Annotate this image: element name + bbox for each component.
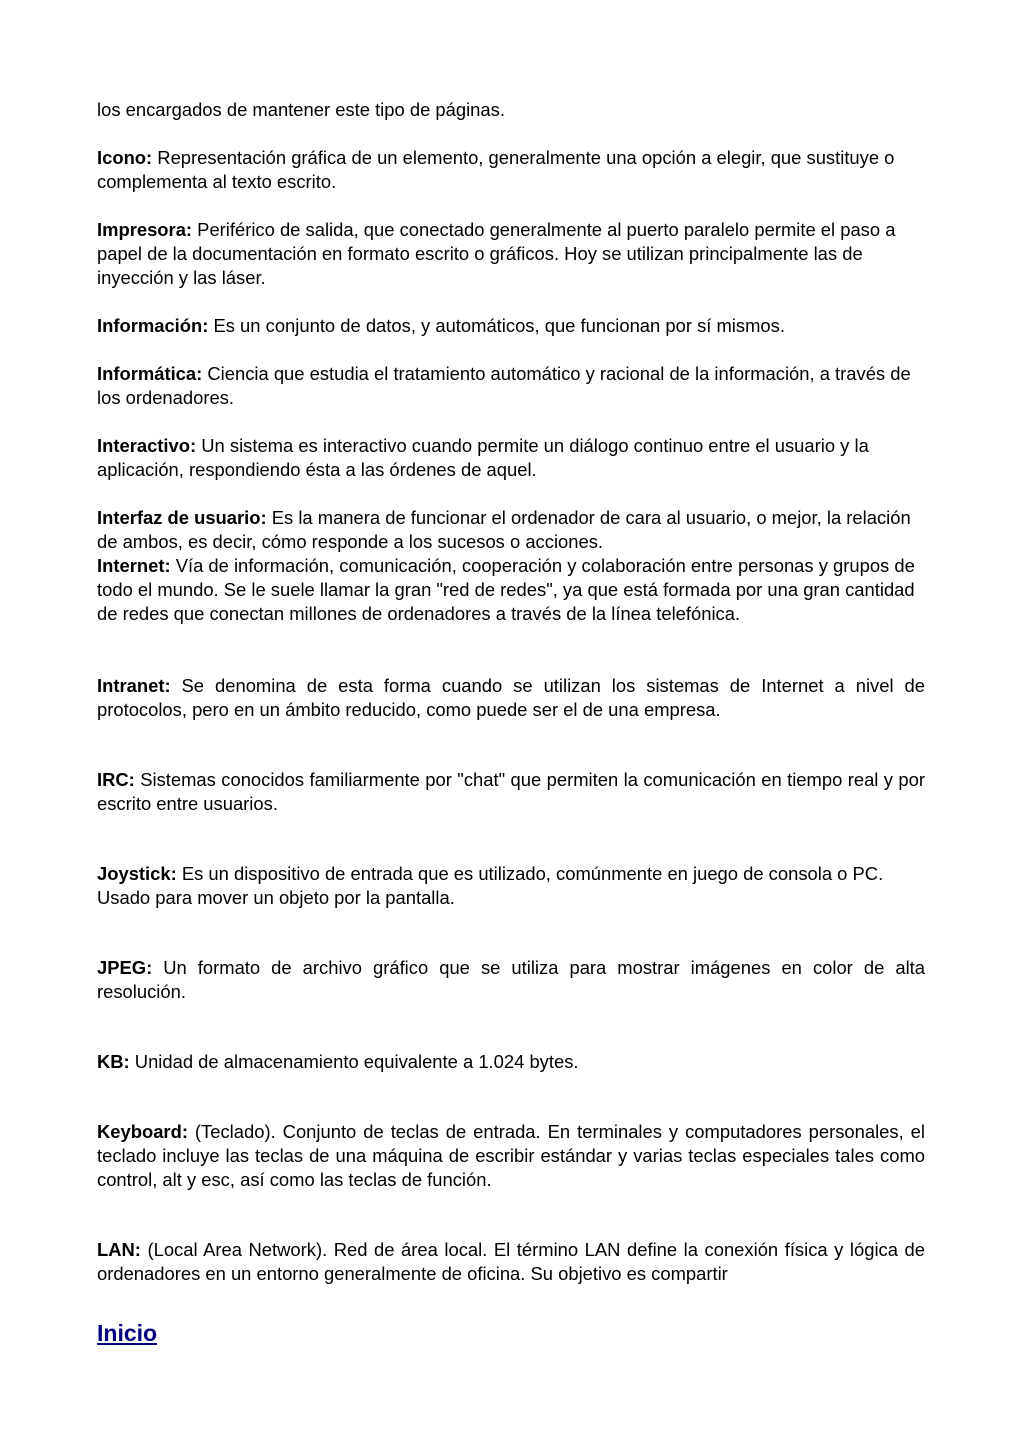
entry-term: IRC: [97,769,135,790]
entry-internet [97,554,925,626]
entry-definition: Se denomina de esta forma cuando se utilizan los sistemas de Internet a nivel de protocolos, pero en un ámbito reducido, como puede ser el de una empresa. [97,675,925,720]
entry-term: LAN: [97,1239,141,1260]
entry-interfaz-de-usuario [97,506,925,554]
entry-definition: (Local Area Network). Red de área local. El término LAN define la conexión física y lógica de ordenadores en un entorno generalmente de oficina. Su objetivo es compartir [97,1239,925,1284]
entry-term: JPEG: [97,957,153,978]
entry-icono [97,146,925,194]
entry-definition: Es un conjunto de datos, y automáticos, que funcionan por sí mismos. [208,315,785,336]
glossary-page [97,98,925,1286]
entry-definition: (Teclado). Conjunto de teclas de entrada. En terminales y computadores personales, el teclado incluye las teclas de una máquina de escribir estándar y varias teclas especiales tales como control, alt y esc, así como las teclas de función. [97,1121,925,1190]
entry-intranet [97,674,925,722]
entry-term: KB: [97,1051,130,1072]
entry-interactivo [97,434,925,482]
entry-keyboard [97,1120,925,1192]
entry-term: Información: [97,315,209,336]
entry-term: Joystick: [97,863,177,884]
entry-definition: Ciencia que estudia el tratamiento automático y racional de la información, a través de los ordenadores. [97,363,911,408]
entry-term: Keyboard: [97,1121,188,1142]
intro-text: los encargados de mantener este tipo de páginas. [97,99,505,120]
entry-term: Impresora: [97,219,193,240]
entry-definition: Es la manera de funcionar el ordenador de cara al usuario, o mejor, la relación de ambos, es decir, cómo responde a los sucesos o acciones. [97,507,911,552]
entry-definition: Un sistema es interactivo cuando permite un diálogo continuo entre el usuario y la aplicación, respondiendo ésta a las órdenes de aquel. [97,435,869,480]
entry-impresora [97,218,925,290]
entry-term: Intranet: [97,675,171,696]
entry-definition: Representación gráfica de un elemento, generalmente una opción a elegir, que sustituye o complementa al texto escrito. [97,147,895,192]
entry-lan [97,1238,925,1286]
entry-kb [97,1050,925,1074]
home-link[interactable]: Inicio [97,1320,158,1346]
entry-definition: Unidad de almacenamiento equivalente a 1.024 bytes. [129,1051,579,1072]
entry-irc [97,768,925,816]
entry-term: Interactivo: [97,435,197,456]
entry-jpeg [97,956,925,1004]
entry-definition: Un formato de archivo gráfico que se utiliza para mostrar imágenes en color de alta resolución. [97,957,925,1002]
entry-definition: Sistemas conocidos familiarmente por "chat" que permiten la comunicación en tiempo real y por escrito entre usuarios. [97,769,925,814]
entry-informacion [97,314,925,338]
entry-definition: Es un dispositivo de entrada que es utilizado, comúnmente en juego de consola o PC. Usado para mover un objeto por la pantalla. [97,863,884,908]
entry-term: Informática: [97,363,203,384]
entry-term: Internet: [97,555,171,576]
entry-definition: Vía de información, comunicación, cooperación y colaboración entre personas y grupos de todo el mundo. Se le suele llamar la gran "red de redes", ya que está formada por una gran cantidad de redes que conectan millones de ordenadores a través de la línea telefónica. [97,555,915,624]
entry-term: Interfaz de usuario: [97,507,267,528]
entry-term: Icono: [97,147,153,168]
entry-definition: Periférico de salida, que conectado generalmente al puerto paralelo permite el paso a papel de la documentación en formato escrito o gráficos. Hoy se utilizan principalmente las de inyección y las láser. [97,219,896,288]
entry-informatica [97,362,925,410]
entry-joystick [97,862,925,910]
